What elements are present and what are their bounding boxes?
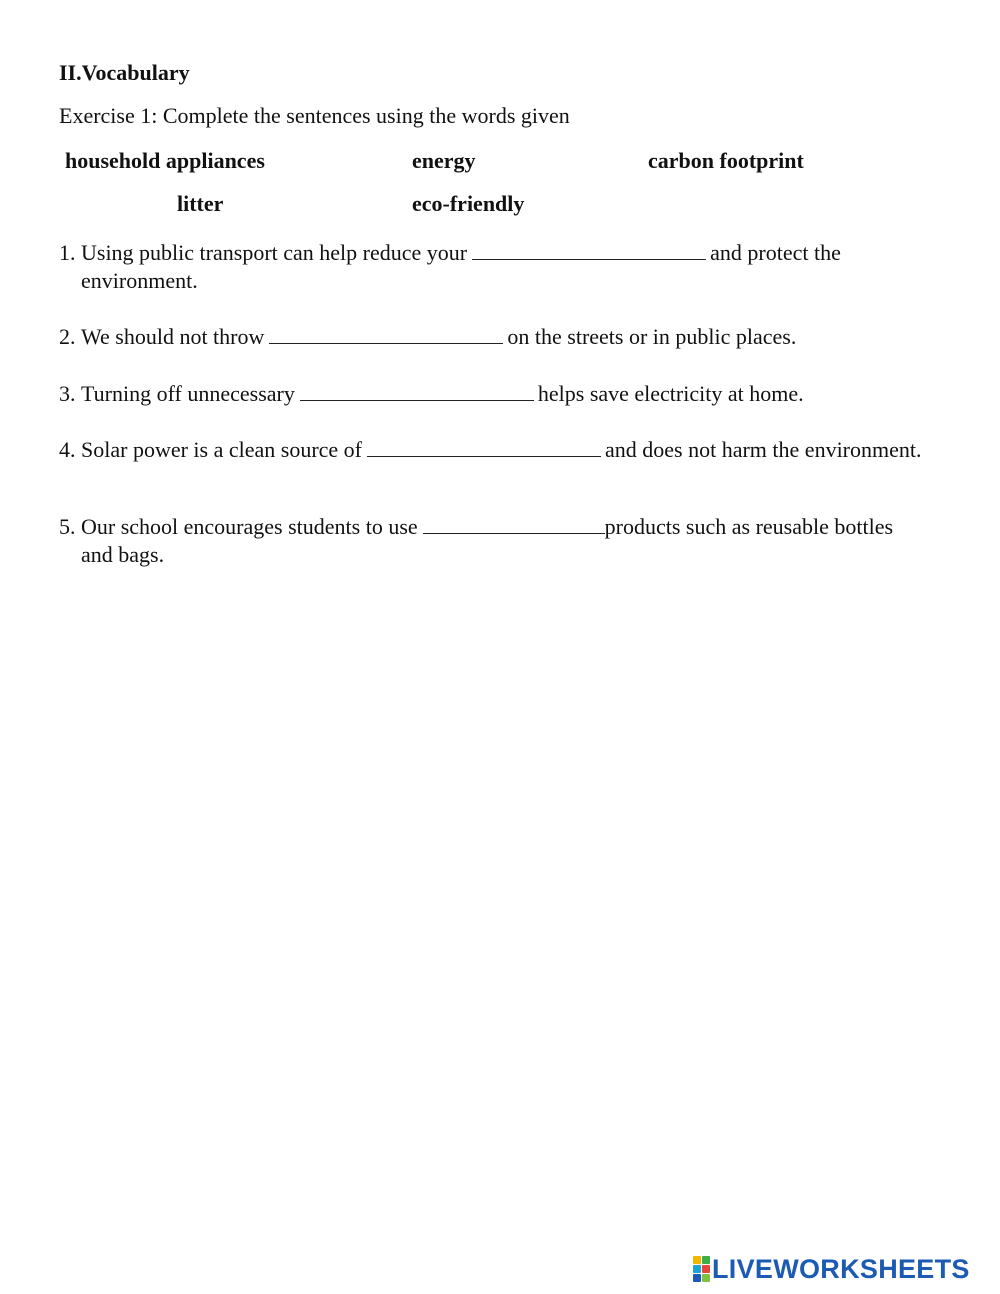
question-text-after: on the streets or in public places. — [507, 324, 797, 349]
word-bank-item: household appliances — [65, 148, 265, 173]
logo-square — [702, 1256, 710, 1264]
question-text-after: products such as reusable bottles and bags. — [81, 514, 894, 567]
question-number: 4. — [59, 437, 76, 462]
answer-blank[interactable] — [300, 382, 534, 401]
question-text-after: and does not harm the environment. — [605, 437, 922, 462]
word-bank-item: carbon footprint — [648, 148, 804, 173]
question-number: 2. — [59, 324, 76, 349]
question-item — [59, 436, 929, 464]
question-text-before: We should not throw — [81, 324, 265, 349]
logo-square — [693, 1274, 701, 1282]
answer-blank[interactable] — [472, 241, 706, 260]
liveworksheets-logo — [693, 1256, 970, 1282]
question-item — [59, 323, 929, 351]
word-bank-item: litter — [177, 191, 224, 216]
question-text-after: helps save electricity at home. — [537, 381, 804, 406]
question-text-before: Our school encourages students to use — [81, 514, 418, 539]
word-bank-item: energy — [412, 148, 476, 173]
answer-blank[interactable] — [367, 438, 601, 457]
question-item — [59, 380, 929, 408]
logo-mark-icon — [693, 1256, 710, 1282]
question-text-after: and protect the environment. — [81, 240, 841, 293]
question-text-before: Solar power is a clean source of — [81, 437, 363, 462]
logo-square — [693, 1265, 701, 1273]
question-text-before: Using public transport can help reduce your — [81, 240, 468, 265]
answer-blank[interactable] — [269, 325, 503, 344]
word-bank-item: eco-friendly — [412, 191, 525, 216]
logo-text: LIVEWORKSHEETS — [712, 1254, 970, 1284]
exercise-instruction: Exercise 1: Complete the sentences using the words given — [59, 103, 570, 128]
question-item — [59, 513, 929, 569]
logo-square — [702, 1265, 710, 1273]
question-number: 5. — [59, 514, 76, 539]
question-item — [59, 239, 929, 295]
question-number: 3. — [59, 381, 76, 406]
question-text-before: Turning off unnecessary — [81, 381, 295, 406]
question-number: 1. — [59, 240, 76, 265]
logo-square — [693, 1256, 701, 1264]
logo-square — [702, 1274, 710, 1282]
answer-blank[interactable] — [423, 515, 605, 534]
section-title: II.Vocabulary — [59, 60, 190, 85]
